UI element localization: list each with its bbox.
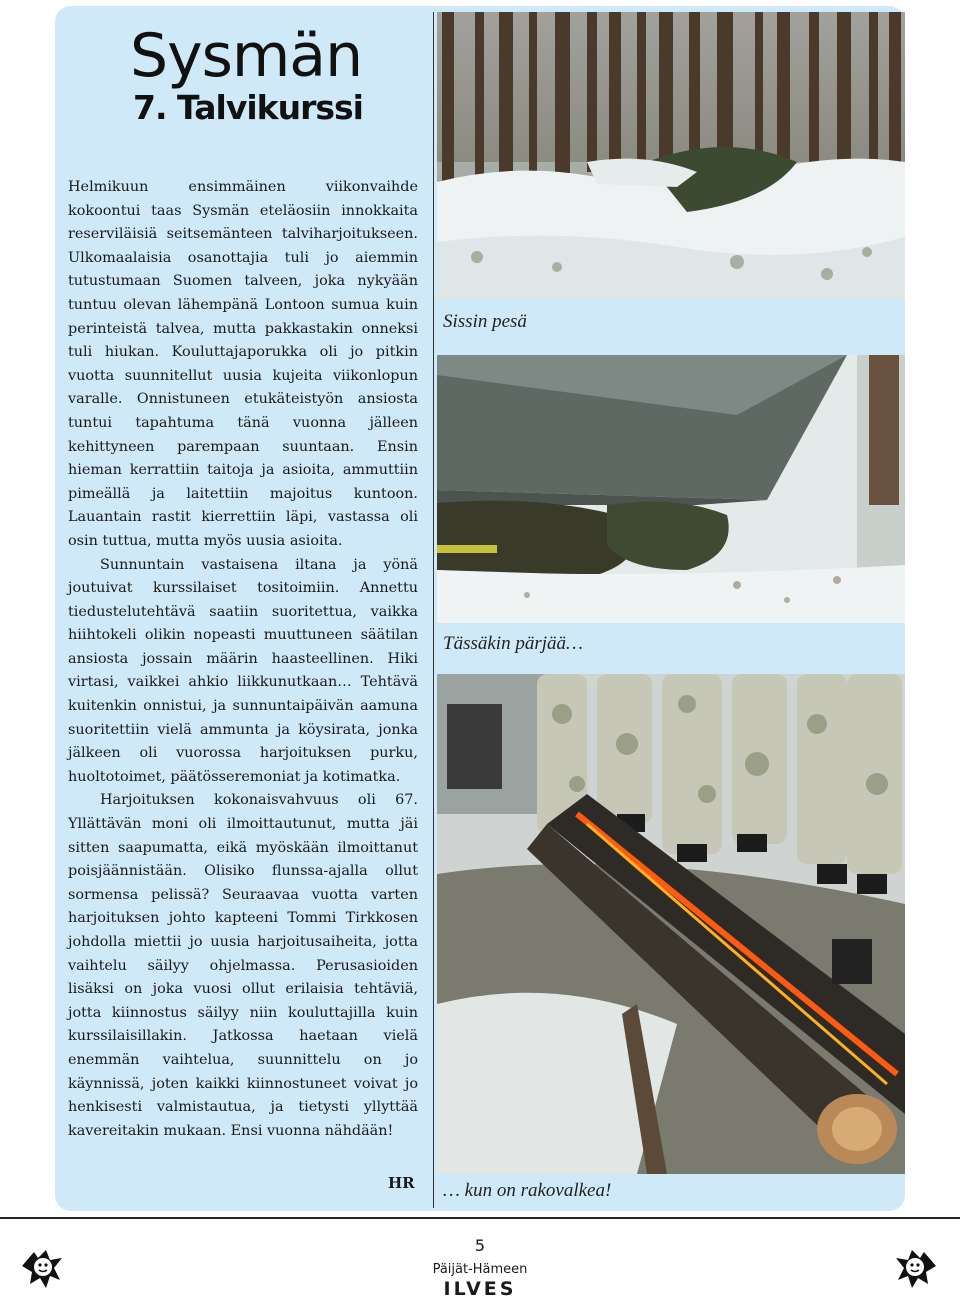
article-paragraph: Sunnuntain vastaisena iltana ja yönä joutuivat kurssilaiset tositoimiin. Annettu tiedustelutehtävä saatiin suoritettua, vaikka hiihtokeli olikin nopeasti muuttuneen säätilan ansiosta jossain määrin haasteellinen. Hiki virtasi, vaikkei ahkio liikkunutkaan… Tehtävä kuitenkin onnistui, ja sunnuntaipäivän aamuna suoritettiin vielä ammunta ja köysirata, jonka jälkeen oli vuorossa harjoituksen purku, huoltotoimet, päätösseremoniat ja kotimatka. [68,556,418,785]
article-body [68,176,418,1143]
page-subtitle: 7. Talvikurssi [133,88,363,127]
log-fire-photo [437,674,905,1174]
column-divider [433,12,434,1208]
page-title: Sysmän [130,21,363,91]
tarp-shelter-photo [437,355,905,623]
page-number: 5 [474,1236,486,1255]
photo-caption: Tässäkin pärjää… [443,633,583,654]
photo-caption: … kun on rakovalkea! [443,1180,612,1201]
photo-caption: Sissin pesä [443,311,527,332]
publication-logo-text: ILVES [443,1278,517,1300]
footer-rule [0,1217,960,1219]
snowy-forest-shelter-photo [437,12,905,300]
publication-name: Päijät-Hämeen [432,1262,528,1277]
article-paragraph: Harjoituksen kokonaisvahvuus oli 67. Yllättävän moni oli ilmoittautunut, mutta jäi sitten saapumatta, eikä myöskään ilmoittanut poisjäännistään. Olisiko flunssa-ajalla ollut sormensa pelissä? Seuraavaa vuotta varten harjoituksen johto kapteeni Tommi Tirkkosen johdolla miettii jo uusia harjoitusaiheita, jotta vaihtelu säilyy ohjelmassa. Perusasioiden lisäksi on joka vuosi ollut erilaisia tehtäviä, jotta kiinnostus säilyy niin kouluttajilla kuin kurssilaisillakin. Jatkossa haetaan vielä enemmän vaihtelua, suunnittelu on jo käynnissä, joten kaikki kiinnostuneet voivat jo henkisesti valmistautua, ja tietysti yllyttää kavereitakin mukaan. Ensi vuonna nähdään! [68,792,418,1139]
article-paragraph: Helmikuun ensimmäinen viikonvaihde kokoontui taas Sysmän eteläosiin innokkaita reserviläisiä seitsemänteen talviharjoitukseen. Ulkomaalaisia osanottajia tuli jo aiemmin tutustumaan Suomen talveen, joka nykyään tuntuu olevan lähempänä Lontoon sumua kuin perinteistä talvea, mutta pakkastakin onneksi tuli hiukan. Kouluttajaporukka oli jo pitkin vuotta suunnitellut uusia kujeita viikonlopun varalle. Onnistuneen etukäteistyön ansiosta tuntui tapahtuma tänä vuonna jälleen kehittyneen parempaan suuntaan. Ensin hieman kerrattiin taitoja ja asioita, ammuttiin pimeällä ja laitettiin majoitus kuntoon. Lauantain rastit kierrettiin läpi, vastassa oli osin tuttua, mutta myös uusia asioita. [68,179,418,549]
author-signature: HR [388,1174,415,1192]
